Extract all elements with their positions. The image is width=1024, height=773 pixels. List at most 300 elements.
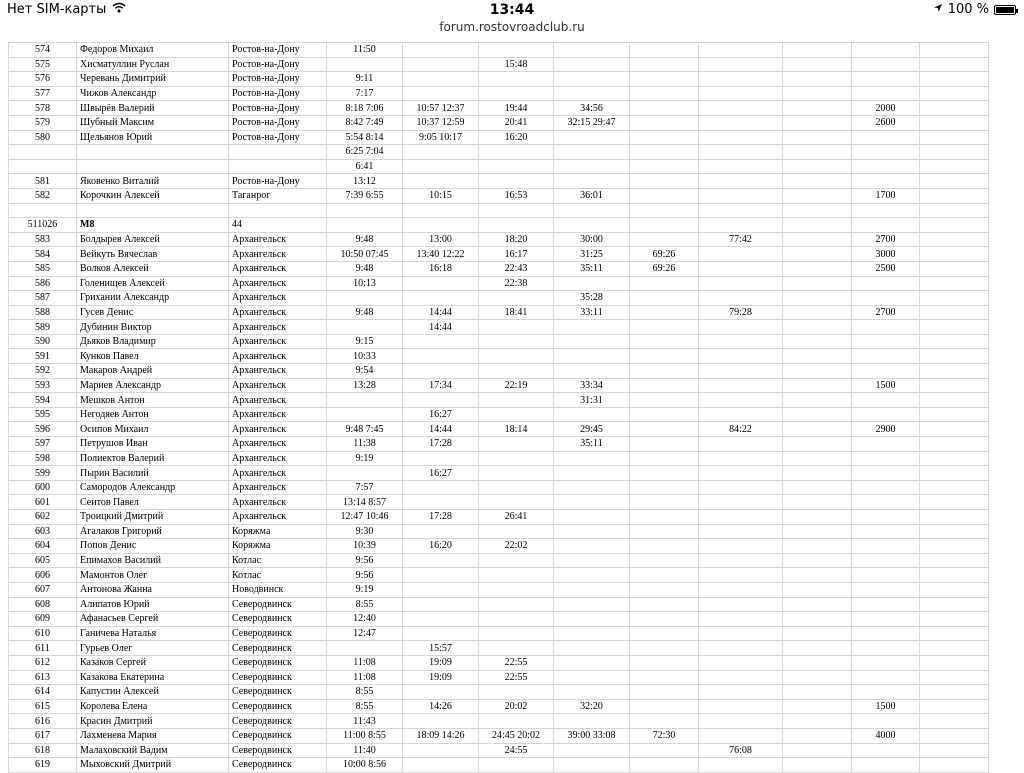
table-cell — [479, 43, 554, 58]
table-cell: Троицкий Дмитрий — [77, 510, 229, 525]
table-cell: 22:19 — [479, 378, 554, 393]
table-cell: Кунков Павел — [77, 349, 229, 364]
table-cell: 591 — [9, 349, 77, 364]
table-cell: Ростов-на-Дону — [229, 115, 327, 130]
table-cell — [403, 714, 479, 729]
table-cell: Архангельск — [229, 393, 327, 408]
table-cell — [852, 364, 920, 379]
carrier-label: Нет SIM-карты — [7, 2, 107, 17]
table-cell: Яковенко Виталий — [77, 174, 229, 189]
table-cell: 35:28 — [554, 291, 630, 306]
table-cell: Мамонтов Олег — [77, 568, 229, 583]
table-cell: Петрушов Иван — [77, 437, 229, 452]
table-cell — [920, 291, 989, 306]
table-cell: Вейкуть Вячеслав — [77, 247, 229, 262]
table-cell: Агалаков Григорий — [77, 524, 229, 539]
url-text[interactable]: forum.rostovroadclub.ru — [439, 20, 585, 34]
table-cell — [920, 524, 989, 539]
table-cell — [479, 437, 554, 452]
table-cell — [327, 393, 403, 408]
table-cell — [920, 305, 989, 320]
table-cell: 15:48 — [479, 57, 554, 72]
table-cell — [920, 743, 989, 758]
table-cell — [920, 758, 989, 773]
table-cell — [630, 72, 699, 87]
location-arrow-icon — [933, 2, 943, 17]
table-cell — [699, 174, 783, 189]
table-cell: Архангельск — [229, 422, 327, 437]
table-cell — [852, 334, 920, 349]
table-cell: 6:25 7:04 — [327, 145, 403, 160]
table-row — [9, 276, 989, 291]
table-cell: 2900 — [852, 422, 920, 437]
table-cell — [403, 553, 479, 568]
table-cell: 574 — [9, 43, 77, 58]
table-row — [9, 101, 989, 116]
table-cell — [783, 743, 852, 758]
table-cell: 10:37 12:59 — [403, 115, 479, 130]
table-cell: 2700 — [852, 232, 920, 247]
table-cell — [403, 334, 479, 349]
spreadsheet — [8, 42, 988, 773]
table-cell — [554, 597, 630, 612]
table-cell: 16:20 — [403, 539, 479, 554]
table-cell — [699, 466, 783, 481]
table-cell — [403, 612, 479, 627]
table-row — [9, 670, 989, 685]
table-row — [9, 728, 989, 743]
table-cell — [783, 670, 852, 685]
table-cell — [783, 378, 852, 393]
table-cell — [554, 612, 630, 627]
table-cell — [783, 612, 852, 627]
table-cell: 3000 — [852, 247, 920, 262]
table-cell — [699, 524, 783, 539]
table-cell: 594 — [9, 393, 77, 408]
table-row — [9, 437, 989, 452]
battery-percent: 100 % — [947, 2, 989, 17]
table-row — [9, 159, 989, 174]
table-cell — [783, 466, 852, 481]
table-cell: Казаков Сергей — [77, 655, 229, 670]
table-cell: 84:22 — [699, 422, 783, 437]
table-cell — [783, 305, 852, 320]
table-cell: 595 — [9, 407, 77, 422]
table-cell — [920, 728, 989, 743]
table-cell — [699, 203, 783, 218]
table-cell: 613 — [9, 670, 77, 685]
table-cell: 592 — [9, 364, 77, 379]
table-cell: 79:28 — [699, 305, 783, 320]
table-cell — [630, 203, 699, 218]
table-cell — [920, 407, 989, 422]
table-cell — [852, 612, 920, 627]
table-cell: Архангельск — [229, 334, 327, 349]
table-cell — [630, 510, 699, 525]
table-row — [9, 655, 989, 670]
table-cell: 22:55 — [479, 670, 554, 685]
table-cell — [783, 758, 852, 773]
table-cell — [403, 203, 479, 218]
table-cell: 14:26 — [403, 699, 479, 714]
table-cell — [630, 655, 699, 670]
table-cell — [554, 276, 630, 291]
table-cell: 31:31 — [554, 393, 630, 408]
table-cell: Коряжма — [229, 524, 327, 539]
table-cell — [852, 320, 920, 335]
table-cell: Архангельск — [229, 349, 327, 364]
table-cell: 11:38 — [327, 437, 403, 452]
table-cell: Архангельск — [229, 480, 327, 495]
table-cell — [699, 407, 783, 422]
table-cell — [630, 101, 699, 116]
table-cell: Северодвинск — [229, 612, 327, 627]
table-cell: Лахменева Мария — [77, 728, 229, 743]
table-cell — [327, 203, 403, 218]
table-cell — [479, 203, 554, 218]
table-cell: 601 — [9, 495, 77, 510]
table-row — [9, 539, 989, 554]
table-row — [9, 451, 989, 466]
table-cell — [783, 218, 852, 233]
table-cell — [630, 291, 699, 306]
table-cell — [920, 685, 989, 700]
table-cell — [630, 553, 699, 568]
table-cell: Корочкин Алексей — [77, 188, 229, 203]
table-cell — [920, 349, 989, 364]
table-cell — [852, 495, 920, 510]
table-cell — [920, 188, 989, 203]
table-cell — [783, 247, 852, 262]
table-cell — [630, 524, 699, 539]
table-cell — [554, 86, 630, 101]
table-row — [9, 320, 989, 335]
table-cell: 511026 — [9, 218, 77, 233]
table-cell: 33:11 — [554, 305, 630, 320]
table-cell: Ростов-на-Дону — [229, 101, 327, 116]
table-cell: 10:00 8:56 — [327, 758, 403, 773]
table-cell — [852, 597, 920, 612]
table-cell: 608 — [9, 597, 77, 612]
table-cell — [699, 451, 783, 466]
table-cell: 18:20 — [479, 232, 554, 247]
table-cell — [852, 714, 920, 729]
results-table — [8, 42, 989, 773]
table-cell — [630, 495, 699, 510]
table-cell — [229, 145, 327, 160]
table-cell — [630, 407, 699, 422]
table-cell — [920, 553, 989, 568]
table-cell — [920, 334, 989, 349]
table-cell — [554, 72, 630, 87]
table-cell — [852, 174, 920, 189]
table-cell — [783, 130, 852, 145]
table-cell: 11:50 — [327, 43, 403, 58]
table-cell — [403, 597, 479, 612]
table-cell: 604 — [9, 539, 77, 554]
table-cell — [783, 597, 852, 612]
table-cell: 1500 — [852, 699, 920, 714]
address-bar[interactable] — [0, 20, 1024, 42]
status-bar — [0, 0, 1024, 20]
table-cell: Чижов Александр — [77, 86, 229, 101]
table-cell — [630, 480, 699, 495]
table-cell — [783, 393, 852, 408]
table-cell — [852, 349, 920, 364]
table-cell: Северодвинск — [229, 685, 327, 700]
table-cell — [630, 758, 699, 773]
table-cell — [699, 553, 783, 568]
table-cell: 599 — [9, 466, 77, 481]
table-row — [9, 43, 989, 58]
table-cell: Архангельск — [229, 291, 327, 306]
table-cell: 1500 — [852, 378, 920, 393]
table-cell — [554, 582, 630, 597]
table-cell: 9:19 — [327, 582, 403, 597]
table-cell — [479, 641, 554, 656]
table-cell: Архангельск — [229, 320, 327, 335]
table-cell — [554, 203, 630, 218]
table-cell: Казакова Екатерина — [77, 670, 229, 685]
table-cell — [852, 291, 920, 306]
table-cell — [630, 597, 699, 612]
table-cell: 32:15 29:47 — [554, 115, 630, 130]
table-body — [9, 43, 989, 773]
table-cell — [783, 495, 852, 510]
table-cell: 18:14 — [479, 422, 554, 437]
table-cell: 11:40 — [327, 743, 403, 758]
table-cell: 17:28 — [403, 510, 479, 525]
table-cell — [852, 685, 920, 700]
table-row — [9, 612, 989, 627]
table-cell — [554, 670, 630, 685]
table-cell — [630, 364, 699, 379]
table-cell: 24:45 20:02 — [479, 728, 554, 743]
table-row — [9, 743, 989, 758]
table-cell — [699, 43, 783, 58]
table-cell: 7:39 6:55 — [327, 188, 403, 203]
table-cell — [229, 159, 327, 174]
table-row — [9, 758, 989, 773]
table-cell — [783, 582, 852, 597]
table-cell — [920, 655, 989, 670]
table-cell: 9:48 — [327, 232, 403, 247]
table-cell — [630, 539, 699, 554]
table-cell — [920, 437, 989, 452]
table-row — [9, 232, 989, 247]
table-cell: Мыховский Дмитрий — [77, 758, 229, 773]
table-cell: 579 — [9, 115, 77, 130]
table-cell — [783, 699, 852, 714]
table-row — [9, 203, 989, 218]
table-cell — [852, 524, 920, 539]
table-cell — [630, 218, 699, 233]
table-cell: 618 — [9, 743, 77, 758]
table-cell — [630, 174, 699, 189]
table-cell: Голенищев Алексей — [77, 276, 229, 291]
table-cell — [699, 539, 783, 554]
table-row — [9, 72, 989, 87]
table-cell — [630, 86, 699, 101]
table-cell — [920, 86, 989, 101]
table-cell — [554, 130, 630, 145]
table-cell: 16:27 — [403, 466, 479, 481]
table-cell — [852, 393, 920, 408]
table-cell: 614 — [9, 685, 77, 700]
table-cell — [783, 714, 852, 729]
table-cell — [852, 582, 920, 597]
table-cell: 577 — [9, 86, 77, 101]
table-cell — [229, 203, 327, 218]
table-cell: 619 — [9, 758, 77, 773]
table-cell — [479, 714, 554, 729]
table-cell: 16:20 — [479, 130, 554, 145]
table-cell: Полиектов Валерий — [77, 451, 229, 466]
table-cell — [554, 495, 630, 510]
table-cell — [554, 539, 630, 554]
table-cell — [699, 393, 783, 408]
table-cell — [630, 568, 699, 583]
table-cell: Сеитов Павел — [77, 495, 229, 510]
table-cell — [630, 670, 699, 685]
table-cell: Архангельск — [229, 305, 327, 320]
table-cell: 578 — [9, 101, 77, 116]
table-cell — [920, 451, 989, 466]
table-cell — [403, 145, 479, 160]
table-cell — [783, 101, 852, 116]
table-cell — [479, 480, 554, 495]
table-cell: 10:57 12:37 — [403, 101, 479, 116]
table-cell: 35:11 — [554, 261, 630, 276]
table-cell — [852, 553, 920, 568]
battery-fill — [996, 7, 1014, 13]
table-row — [9, 466, 989, 481]
table-cell — [920, 714, 989, 729]
table-cell: 600 — [9, 480, 77, 495]
table-cell — [699, 495, 783, 510]
table-cell — [920, 276, 989, 291]
table-cell — [554, 174, 630, 189]
table-cell — [479, 174, 554, 189]
table-cell: 4000 — [852, 728, 920, 743]
table-cell — [920, 539, 989, 554]
table-cell: Негодяев Антон — [77, 407, 229, 422]
table-cell — [327, 320, 403, 335]
table-cell — [630, 612, 699, 627]
table-cell — [479, 145, 554, 160]
table-cell: 36:01 — [554, 188, 630, 203]
table-cell: Ростов-на-Дону — [229, 174, 327, 189]
table-cell — [403, 568, 479, 583]
table-cell: 580 — [9, 130, 77, 145]
table-cell — [920, 422, 989, 437]
table-row — [9, 364, 989, 379]
table-cell — [783, 437, 852, 452]
table-cell: Северодвинск — [229, 626, 327, 641]
table-row — [9, 641, 989, 656]
table-cell: 9:30 — [327, 524, 403, 539]
table-cell — [630, 641, 699, 656]
table-cell: Макаров Андрей — [77, 364, 229, 379]
table-cell — [403, 480, 479, 495]
table-cell: 16:53 — [479, 188, 554, 203]
table-cell — [479, 393, 554, 408]
table-cell: Мариев Александр — [77, 378, 229, 393]
table-cell: Северодвинск — [229, 714, 327, 729]
table-cell — [554, 407, 630, 422]
table-cell — [630, 743, 699, 758]
table-row — [9, 524, 989, 539]
table-cell: 8:55 — [327, 685, 403, 700]
table-cell: 32:20 — [554, 699, 630, 714]
table-cell — [630, 714, 699, 729]
table-cell — [479, 364, 554, 379]
table-row — [9, 188, 989, 203]
table-cell — [9, 145, 77, 160]
table-cell — [699, 597, 783, 612]
table-cell: 9:48 7:45 — [327, 422, 403, 437]
table-cell: 72:30 — [630, 728, 699, 743]
table-cell — [554, 568, 630, 583]
table-cell — [403, 72, 479, 87]
table-cell — [554, 364, 630, 379]
table-cell: Антонова Жанна — [77, 582, 229, 597]
table-cell — [852, 510, 920, 525]
table-row — [9, 685, 989, 700]
table-cell: 8:55 — [327, 699, 403, 714]
table-cell: 589 — [9, 320, 77, 335]
table-cell: Северодвинск — [229, 670, 327, 685]
table-cell — [783, 641, 852, 656]
table-cell — [920, 393, 989, 408]
table-cell: 18:41 — [479, 305, 554, 320]
table-cell: 587 — [9, 291, 77, 306]
table-cell — [479, 72, 554, 87]
table-cell — [554, 349, 630, 364]
table-cell — [699, 378, 783, 393]
table-cell — [403, 291, 479, 306]
table-cell — [403, 159, 479, 174]
table-cell — [852, 626, 920, 641]
table-cell: 29:45 — [554, 422, 630, 437]
table-cell — [699, 145, 783, 160]
table-cell: Дубинин Виктор — [77, 320, 229, 335]
table-cell — [479, 334, 554, 349]
table-cell: Попов Денис — [77, 539, 229, 554]
table-cell: 615 — [9, 699, 77, 714]
table-cell — [403, 758, 479, 773]
table-cell — [699, 72, 783, 87]
table-row — [9, 86, 989, 101]
table-cell: Северодвинск — [229, 597, 327, 612]
table-cell — [403, 218, 479, 233]
table-row — [9, 582, 989, 597]
table-cell: 584 — [9, 247, 77, 262]
table-cell: 22:55 — [479, 655, 554, 670]
table-cell: Гурьев Олег — [77, 641, 229, 656]
table-cell — [783, 232, 852, 247]
table-cell — [403, 626, 479, 641]
table-cell — [403, 174, 479, 189]
table-cell — [783, 159, 852, 174]
table-cell: 593 — [9, 378, 77, 393]
table-cell: 77:42 — [699, 232, 783, 247]
table-cell — [403, 57, 479, 72]
table-cell — [920, 43, 989, 58]
table-cell: 10:39 — [327, 539, 403, 554]
table-cell: 18:09 14:26 — [403, 728, 479, 743]
table-cell: 588 — [9, 305, 77, 320]
